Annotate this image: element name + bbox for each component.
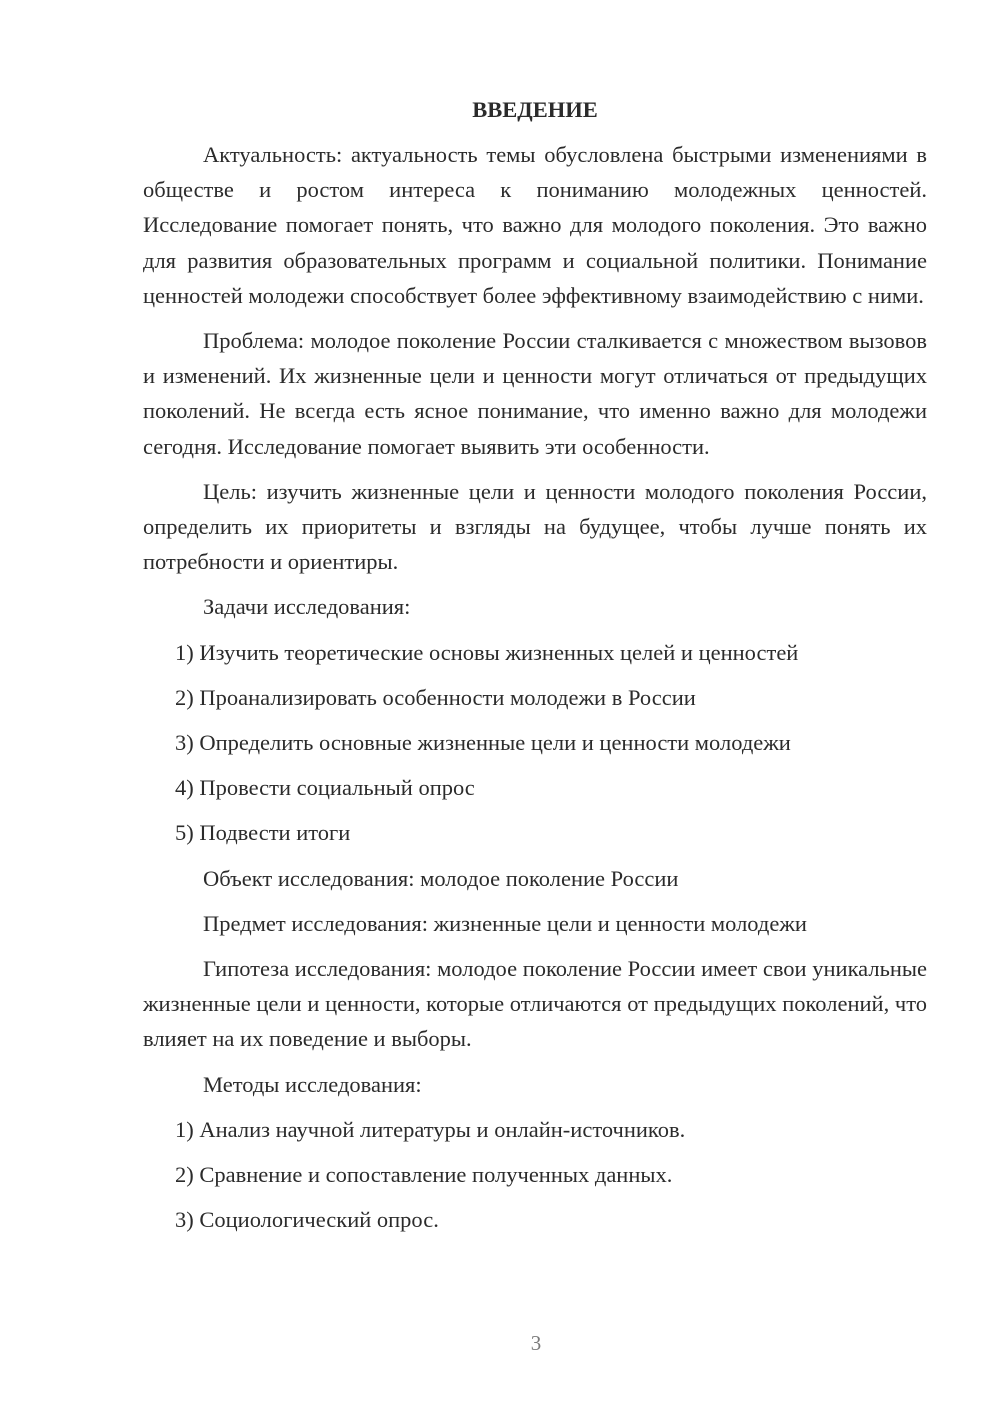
tasks-heading: Задачи исследования:: [203, 594, 411, 620]
hypothesis-paragraph: Гипотеза исследования: молодое поколение России имеет свои уникальные жизненные цели и ценности, которые отличаются от предыдущих поколений, что влияет на их поведение и выборы.: [143, 956, 927, 1052]
task-item: 3) Определить основные жизненные цели и ценности молодежи: [175, 730, 791, 756]
page-title: ВВЕДЕНИЕ: [472, 97, 598, 122]
task-item: 2) Проанализировать особенности молодежи в России: [175, 684, 696, 710]
task-item: 5) Подвести итоги: [175, 820, 351, 846]
relevance-paragraph: Актуальность: актуальность темы обусловлена быстрыми изменениями в обществе и ростом интереса к пониманию молодежных ценностей. Исследование помогает понять, что важно для молодого поколения. Это важно для развития образовательных программ и социальной политики. Понимание ценностей молодежи способствует более эффективному взаимодействию с ними.: [143, 142, 927, 308]
method-item: 3) Социологический опрос.: [175, 1207, 439, 1233]
method-item: 1) Анализ научной литературы и онлайн-источников.: [175, 1116, 686, 1142]
research-subject: Предмет исследования: жизненные цели и ценности молодежи: [203, 910, 807, 936]
task-item: 1) Изучить теоретические основы жизненных целей и ценностей: [175, 639, 799, 665]
task-item: 4) Провести социальный опрос: [175, 775, 475, 801]
research-object: Объект исследования: молодое поколение России: [203, 865, 679, 891]
page-number: 3: [530, 1331, 542, 1355]
method-item: 2) Сравнение и сопоставление полученных данных.: [175, 1162, 673, 1188]
goal-paragraph: Цель: изучить жизненные цели и ценности молодого поколения России, определить их приоритеты и взгляды на будущее, чтобы лучше понять их потребности и ориентиры.: [143, 478, 927, 575]
methods-heading: Методы исследования:: [203, 1071, 422, 1097]
problem-paragraph: Проблема: молодое поколение России сталкивается с множеством вызовов и изменений. Их жизненные цели и ценности могут отличаться от предыдущих поколений. Не всегда есть ясное понимание, что именно важно для молодежи сегодня. Исследование помогает выявить эти особенности.: [143, 328, 927, 459]
document-page: [143, 92, 927, 1247]
